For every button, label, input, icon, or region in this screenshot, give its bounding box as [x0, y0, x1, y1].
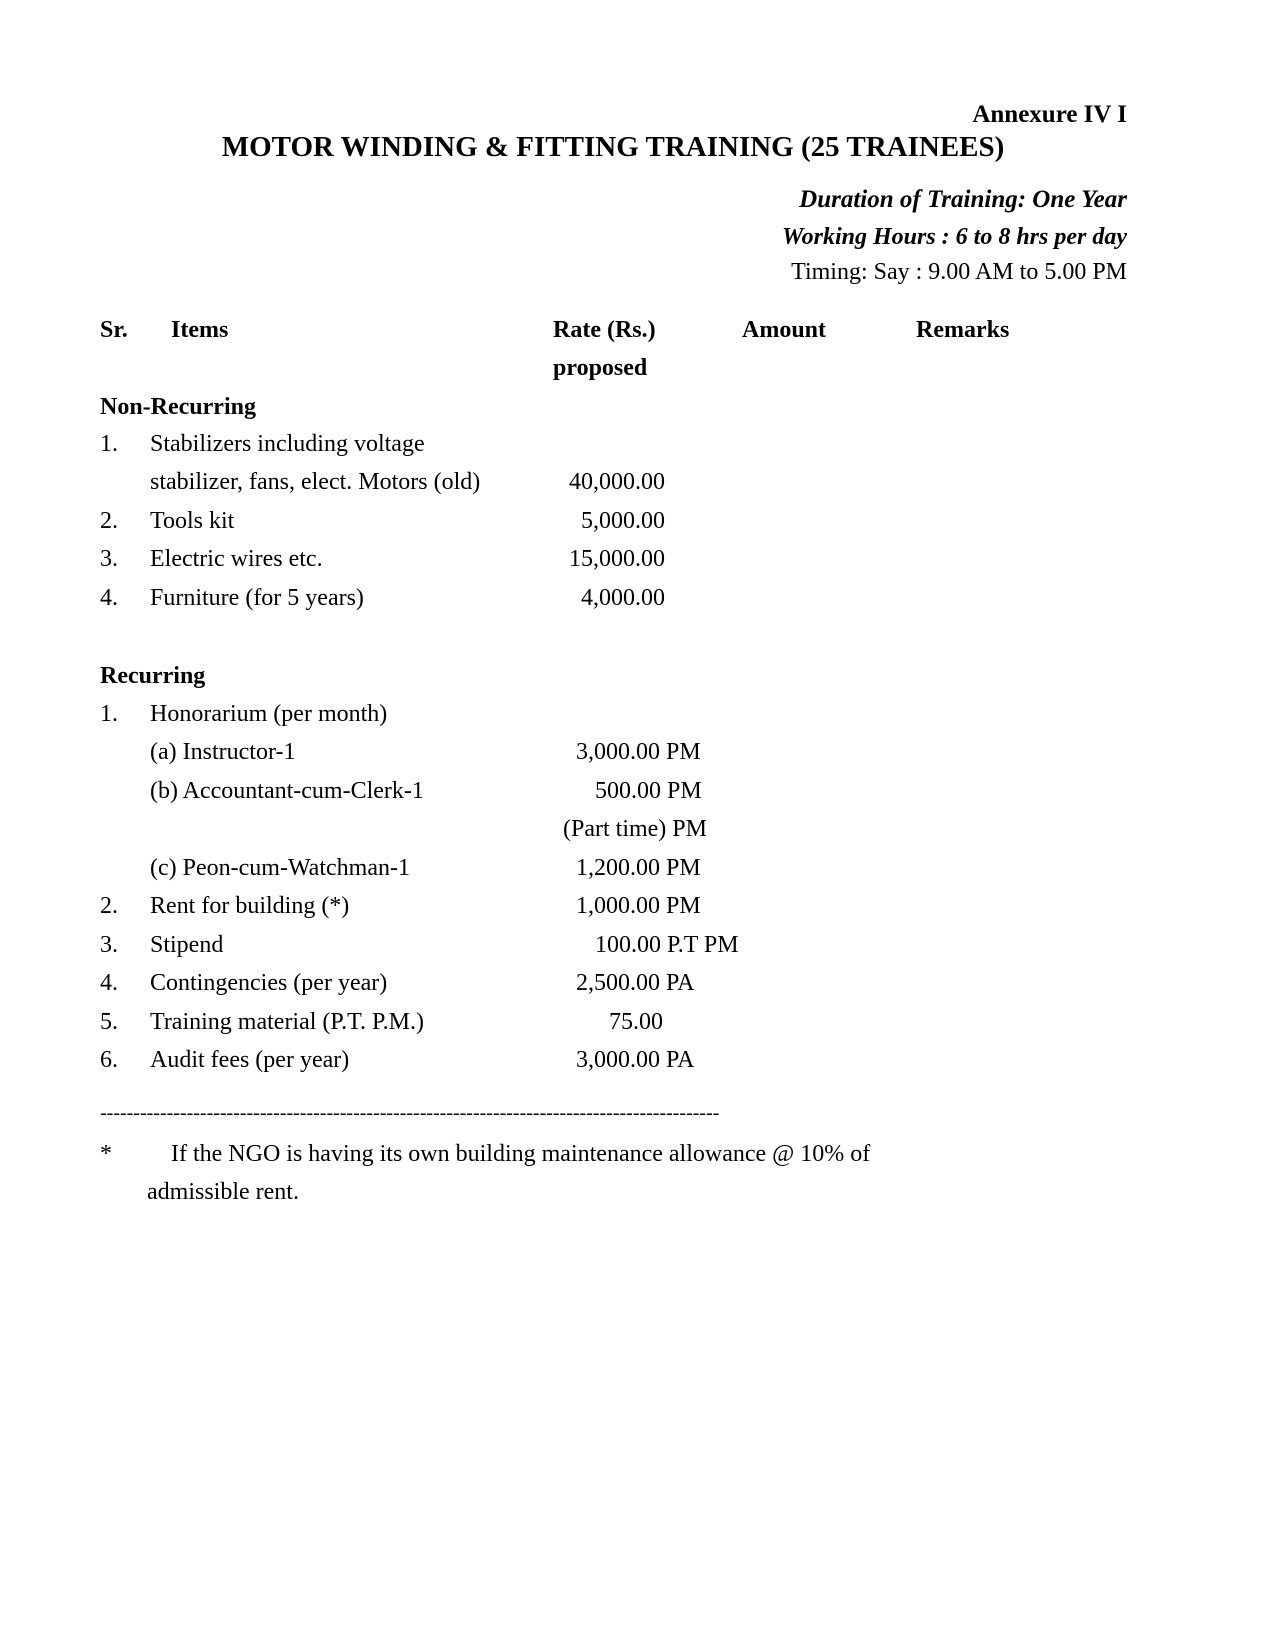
column-header-amount: Amount	[742, 317, 827, 343]
rate-value: 75.00	[609, 1009, 663, 1035]
rate-value: 2,500.00 PA	[576, 970, 695, 996]
item-description: Contingencies (per year)	[150, 970, 388, 996]
column-header-rate-proposed: proposed	[553, 355, 648, 381]
column-header-items: Items	[171, 317, 229, 343]
annexure-label: Annexure IV I	[972, 101, 1127, 128]
row-number: 2.	[100, 893, 118, 919]
item-description: Training material (P.T. P.M.)	[150, 1009, 424, 1035]
row-number: 1.	[100, 431, 118, 457]
row-number: 4.	[100, 970, 118, 996]
row-number: 3.	[100, 546, 118, 572]
row-number: 2.	[100, 508, 118, 534]
working-hours-text: Working Hours : 6 to 8 hrs per day	[782, 224, 1127, 250]
item-description: Tools kit	[150, 508, 235, 534]
timing-text: Timing: Say : 9.00 AM to 5.00 PM	[791, 259, 1127, 285]
rate-note: (Part time) PM	[563, 816, 707, 842]
duration-text: Duration of Training: One Year	[799, 186, 1127, 213]
rate-value: 3,000.00 PA	[576, 1047, 695, 1073]
footnote-text: If the NGO is having its own building maintenance allowance @ 10% of	[171, 1141, 871, 1167]
item-description: Furniture (for 5 years)	[150, 585, 364, 611]
column-header-remarks: Remarks	[916, 317, 1010, 343]
row-number: 6.	[100, 1047, 118, 1073]
footnote-text-continued: admissible rent.	[147, 1179, 299, 1205]
rate-value: 15,000.00	[569, 546, 665, 572]
item-description: Stipend	[150, 932, 224, 958]
rate-value: 1,200.00 PM	[576, 855, 701, 881]
rate-value: 5,000.00	[581, 508, 665, 534]
item-description-continued: stabilizer, fans, elect. Motors (old)	[150, 469, 481, 495]
row-number: 3.	[100, 932, 118, 958]
rate-value: 500.00 PM	[595, 778, 702, 804]
item-description: Rent for building (*)	[150, 893, 350, 919]
rate-value: 100.00 P.T PM	[595, 932, 739, 958]
section-heading-recurring: Recurring	[100, 663, 206, 689]
rate-value: 3,000.00 PM	[576, 739, 701, 765]
footnote-marker: *	[100, 1141, 112, 1167]
page-title: MOTOR WINDING & FITTING TRAINING (25 TRAINEES)	[221, 131, 1005, 163]
row-number: 1.	[100, 701, 118, 727]
rate-value: 40,000.00	[569, 469, 665, 495]
row-number: 5.	[100, 1009, 118, 1035]
sub-item-description: (b) Accountant-cum-Clerk-1	[150, 778, 424, 804]
rate-value: 4,000.00	[581, 585, 665, 611]
column-header-rate: Rate (Rs.)	[553, 317, 656, 343]
row-number: 4.	[100, 585, 118, 611]
item-description: Honorarium (per month)	[150, 701, 388, 727]
rate-value: 1,000.00 PM	[576, 893, 701, 919]
dashed-separator: ---------------------------------------------------------------------------------------------	[100, 1102, 720, 1124]
item-description: Electric wires etc.	[150, 546, 323, 572]
sub-item-description: (c) Peon-cum-Watchman-1	[150, 855, 410, 881]
sub-item-description: (a) Instructor-1	[150, 739, 296, 765]
item-description: Stabilizers including voltage	[150, 431, 425, 457]
column-header-sr: Sr.	[100, 317, 128, 343]
section-heading-non-recurring: Non-Recurring	[100, 394, 256, 420]
item-description: Audit fees (per year)	[150, 1047, 350, 1073]
